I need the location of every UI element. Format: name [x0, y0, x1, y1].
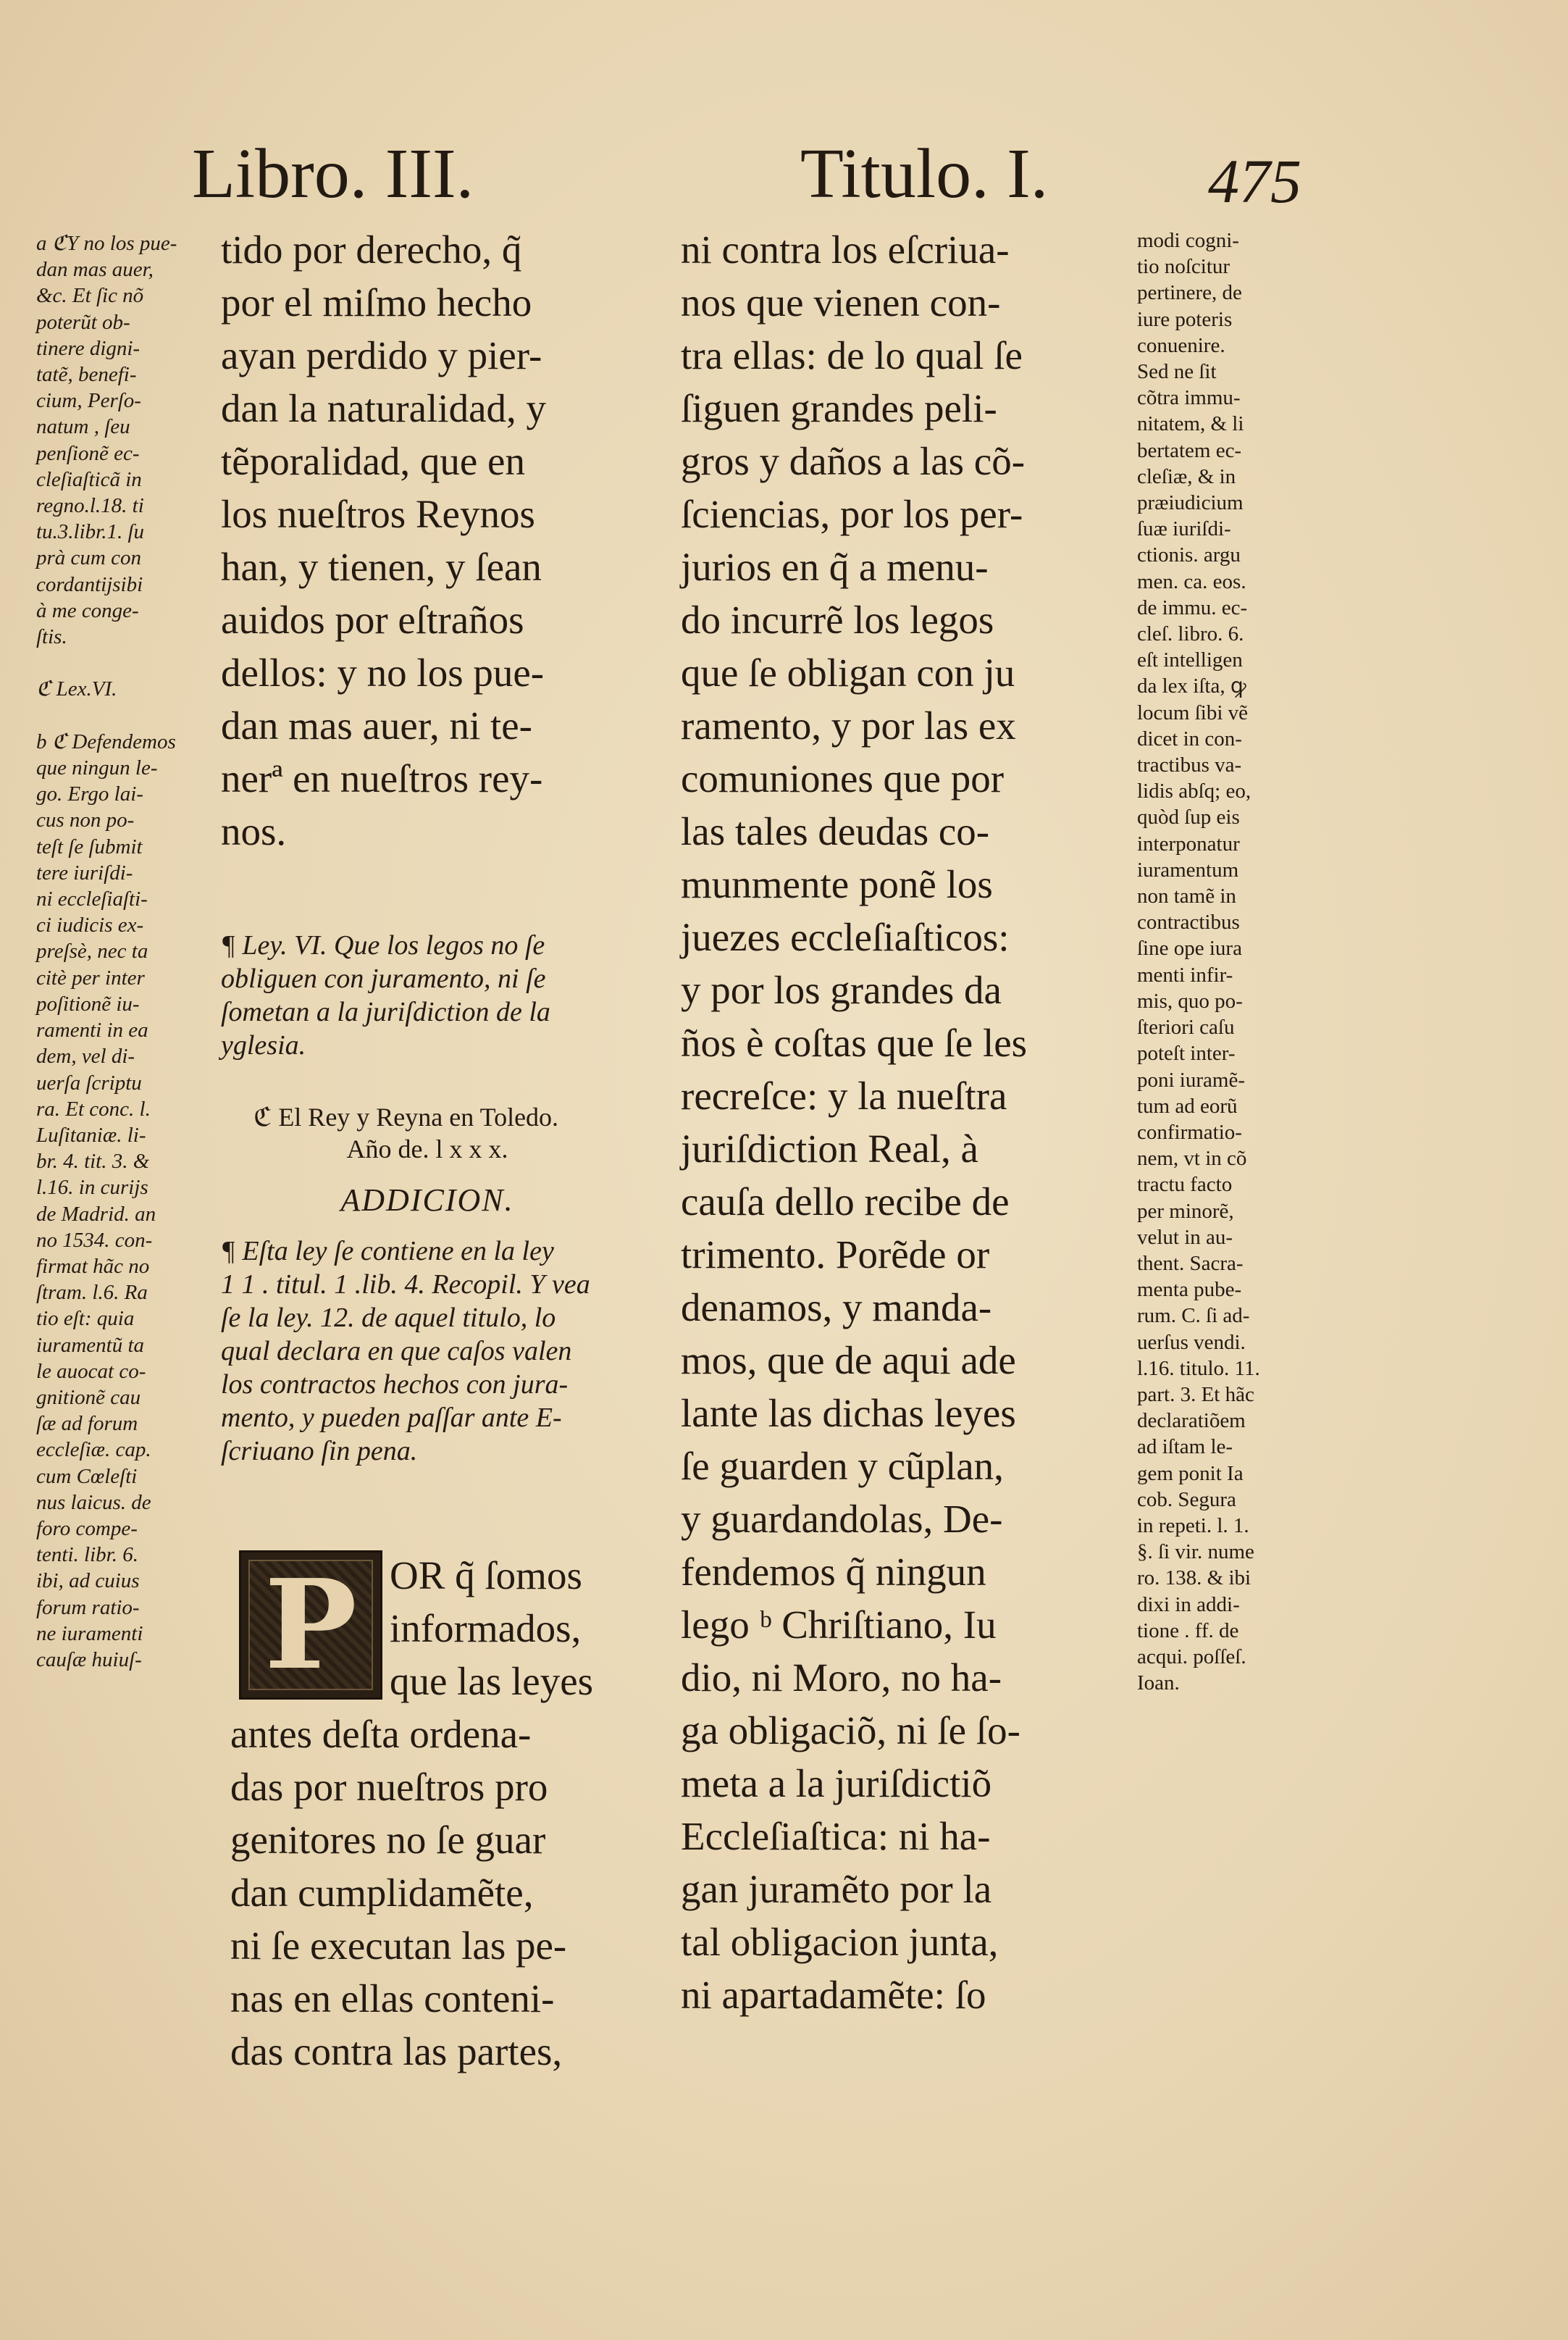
column-1-text — [221, 223, 634, 858]
left-margin-line: teſt ſe ſubmit — [36, 835, 143, 858]
left-margin-line: ni eccleſiaſti- — [36, 887, 148, 911]
right-margin-line: non tamẽ in — [1137, 885, 1236, 908]
left-margin-line: forum ratio- — [36, 1595, 140, 1619]
left-margin-notes — [36, 230, 217, 1673]
column-2-line: las tales deudas co- — [681, 809, 990, 853]
right-margin-line: poni iuramẽ- — [1137, 1068, 1245, 1092]
column-1-bottom-line: genitores no ſe guar — [230, 1818, 546, 1862]
right-margin-line: da lex iſta, ꝙ — [1137, 674, 1246, 698]
dropcap-adjacent-text — [390, 1549, 650, 1708]
left-margin-line: ℭ Lex.VI. — [36, 677, 117, 701]
right-margin-line: l.16. titulo. 11. — [1137, 1356, 1260, 1380]
right-margin-line: uerſus vendi. — [1137, 1330, 1246, 1354]
right-margin-line: ro. 138. & ibi — [1137, 1566, 1252, 1590]
running-head-title: Titulo. I. — [800, 135, 1049, 213]
column-2-line: jurios en q̃ a menu- — [681, 545, 989, 589]
column-2-line: gros y daños a las cõ- — [681, 439, 1026, 483]
left-margin-line — [36, 703, 217, 729]
right-margin-line: conuenire. — [1137, 333, 1225, 357]
column-2-line: dio, ni Moro, no ha- — [681, 1655, 1002, 1700]
addicion-line: qual declara en que caſos valen — [221, 1336, 572, 1366]
right-margin-line: lidis abſq; eo, — [1137, 780, 1252, 803]
right-margin-line: mis, quo po- — [1137, 989, 1243, 1013]
column-1-bottom-line: ni ſe executan las pe- — [230, 1923, 567, 1968]
right-margin-line: iure poteris — [1137, 307, 1233, 331]
column-2-line: tal obligacion junta, — [681, 1920, 999, 1964]
right-margin-line: ſuæ iuriſdi- — [1137, 517, 1231, 541]
left-margin-line: ibi, ad cuius — [36, 1569, 140, 1593]
column-1-line: dan la naturalidad, y — [221, 386, 546, 430]
left-margin-line: poterũt ob- — [36, 310, 130, 334]
left-margin-line: ſæ ad forum — [36, 1412, 138, 1436]
right-margin-line: cleſ. libro. 6. — [1137, 622, 1244, 646]
column-2-line: mos, que de aqui ade — [681, 1338, 1016, 1382]
column-1-line: han, y tienen, y ſean — [221, 545, 542, 589]
left-margin-line: preſsè, nec ta — [36, 940, 148, 964]
left-margin-line: cauſæ huiuſ- — [36, 1647, 142, 1671]
column-1-line: los nueſtros Reynos — [221, 492, 535, 536]
left-margin-line: ſtis. — [36, 625, 67, 649]
right-margin-line: locum ſibi vẽ — [1137, 701, 1249, 724]
right-margin-line: tractu facto — [1137, 1173, 1233, 1197]
right-margin-line: de immu. ec- — [1137, 596, 1248, 619]
year-line: Año de. l x x x. — [346, 1135, 508, 1163]
addicion-line: ¶ Eſta ley ſe contiene en la ley — [221, 1236, 554, 1266]
law-heading-line: ¶ Ley. VI. Que los legos no ſe — [221, 930, 545, 961]
column-2-line: y guardandolas, De- — [681, 1497, 1003, 1541]
column-2-line: do incurrẽ los legos — [681, 598, 994, 642]
left-margin-line: &c. Et ſic nõ — [36, 284, 144, 308]
right-margin-line: menta pube- — [1137, 1278, 1242, 1302]
left-margin-line: tinere digni- — [36, 336, 141, 360]
right-margin-line: interponatur — [1137, 832, 1240, 856]
column-2-line: ga obligaciõ, ni ſe ſo- — [681, 1708, 1020, 1752]
dropcap-line: OR q̃ ſomos — [390, 1553, 582, 1597]
left-margin-line: tio eſt: quia — [36, 1307, 135, 1331]
column-1-line: dan mas auer, ni te- — [221, 703, 532, 748]
right-margin-line: rum. C. ſi ad- — [1137, 1304, 1250, 1328]
right-margin-line: dicet in con- — [1137, 727, 1242, 751]
right-margin-line: ad iſtam le- — [1137, 1435, 1233, 1459]
left-margin-line: de Madrid. an — [36, 1202, 156, 1226]
column-2-line: ni contra los eſcriua- — [681, 227, 1010, 272]
column-2-line: ſciencias, por los per- — [681, 492, 1023, 536]
right-margin-line: part. 3. Et hãc — [1137, 1382, 1254, 1406]
column-2-text — [681, 223, 1115, 2021]
column-1-line: dellos: y no los pue- — [221, 651, 545, 695]
left-margin-line: ſtram. l.6. Ra — [36, 1281, 148, 1305]
column-1-line: nerª en nueſtros rey- — [221, 756, 543, 801]
right-margin-line: eſt intelligen — [1137, 648, 1243, 672]
left-margin-line: Luſitaniæ. li- — [36, 1123, 146, 1147]
left-margin-line: nus laicus. de — [36, 1490, 151, 1514]
left-margin-line: poſitionẽ iu- — [36, 992, 140, 1016]
left-margin-line: ci iudicis ex- — [36, 914, 144, 937]
left-margin-line: ra. Et conc. l. — [36, 1097, 151, 1121]
right-margin-line: confirmatio- — [1137, 1120, 1242, 1144]
left-margin-line: tenti. libr. 6. — [36, 1543, 138, 1567]
right-margin-line: §. ſi vir. nume — [1137, 1540, 1254, 1564]
right-margin-line: Sed ne ſit — [1137, 360, 1217, 384]
left-margin-line: cus non po- — [36, 808, 135, 832]
column-1-line: nos. — [221, 809, 287, 853]
right-margin-line: bertatem ec- — [1137, 438, 1242, 462]
left-margin-line: foro compe- — [36, 1516, 138, 1540]
right-margin-line: iuramentum — [1137, 858, 1239, 882]
running-head-book: Libro. III. — [192, 135, 474, 213]
right-margin-line: cleſiæ, & in — [1137, 464, 1236, 488]
column-2-line: munmente ponẽ los — [681, 862, 993, 906]
left-margin-line: tatẽ, benefi- — [36, 363, 137, 387]
left-margin-line: firmat hãc no — [36, 1254, 150, 1278]
right-margin-line: tractibus va- — [1137, 753, 1242, 777]
left-margin-line: gnitionẽ cau — [36, 1385, 141, 1409]
column-1-bottom-line: antes deſta ordena- — [230, 1712, 532, 1756]
right-margin-line: thent. Sacra- — [1137, 1251, 1244, 1275]
right-margin-line: tione . ff. de — [1137, 1618, 1239, 1642]
left-margin-line: regno.l.18. ti — [36, 494, 144, 518]
law-heading — [221, 929, 641, 1062]
addicion-line: ſe la ley. 12. de aquel titulo, lo — [221, 1303, 556, 1333]
left-margin-line: tere iuriſdi- — [36, 861, 133, 885]
royal-line: ℭ El Rey y Reyna en Toledo. — [253, 1103, 559, 1132]
right-margin-line: poteſt inter- — [1137, 1042, 1236, 1066]
law-heading-line: ſometan a la juriſdiction de la — [221, 997, 550, 1027]
left-margin-line: uerſa ſcriptu — [36, 1071, 142, 1095]
column-2-line: ramento, y por las ex — [681, 703, 1016, 748]
column-2-line: comuniones que por — [681, 756, 1005, 801]
right-margin-line: in repeti. l. 1. — [1137, 1513, 1249, 1537]
left-margin-line: br. 4. tit. 3. & — [36, 1150, 150, 1174]
drop-cap-letter: P — [264, 1553, 357, 1697]
column-1-bottom-line: dan cumplidamẽte, — [230, 1871, 534, 1915]
left-margin-line: l.16. in curijs — [36, 1176, 148, 1200]
right-margin-line: præiudicium — [1137, 491, 1244, 515]
right-margin-notes — [1137, 227, 1325, 1696]
right-margin-line: velut in au- — [1137, 1225, 1233, 1249]
column-2-line: gan juramẽto por la — [681, 1867, 992, 1911]
left-margin-line: citè per inter — [36, 966, 145, 990]
right-margin-line: gem ponit Ia — [1137, 1461, 1244, 1485]
right-margin-line: menti infir- — [1137, 963, 1233, 987]
right-margin-line: modi cogni- — [1137, 229, 1239, 252]
addicion-line: ſcriuano ſin pena. — [221, 1436, 418, 1466]
column-2-line: denamos, y manda- — [681, 1285, 992, 1329]
law-heading-line: yglesia. — [221, 1030, 306, 1061]
addicion-line: los contractos hechos con jura- — [221, 1369, 569, 1400]
right-margin-line: per minorẽ, — [1137, 1199, 1234, 1223]
right-margin-line: pertinere, de — [1137, 281, 1242, 305]
column-2-line: Eccleſiaſtica: ni ha- — [681, 1814, 991, 1858]
column-2-line: meta a la juriſdictiõ — [681, 1761, 992, 1805]
left-margin-line: dem, vel di- — [36, 1045, 135, 1069]
left-margin-line: iuramentũ ta — [36, 1333, 145, 1357]
column-2-line: trimento. Porẽde or — [681, 1232, 990, 1276]
column-2-line: lego ᵇ Chriſtiano, Iu — [681, 1603, 997, 1647]
left-margin-line: dan mas auer, — [36, 258, 154, 282]
drop-cap-ornament — [239, 1550, 382, 1700]
addicion-text — [221, 1234, 641, 1468]
right-margin-line: ſine ope iura — [1137, 937, 1242, 961]
left-margin-line: eccleſiæ. cap. — [36, 1438, 151, 1462]
right-margin-line: quòd ſup eis — [1137, 806, 1240, 830]
left-margin-line: cum Cœleſti — [36, 1464, 138, 1488]
right-margin-line: cob. Segura — [1137, 1487, 1236, 1511]
left-margin-line: cordantijsibi — [36, 572, 143, 596]
addicion-line: mento, y pueden paſſar ante E- — [221, 1403, 562, 1433]
column-1-bottom-text — [230, 1708, 650, 2078]
right-margin-line: acqui. poſſeſ. — [1137, 1645, 1246, 1668]
left-margin-line: no 1534. con- — [36, 1228, 153, 1252]
column-1-line: auidos por eſtraños — [221, 598, 524, 642]
column-1-line: ayan perdido y pier- — [221, 333, 542, 377]
column-2-line: recreſce: y la nueſtra — [681, 1074, 1007, 1118]
right-margin-line: ſteriori caſu — [1137, 1016, 1235, 1040]
right-margin-line: cõtra immu- — [1137, 386, 1241, 410]
addicion-title: ADDICION. — [340, 1182, 514, 1218]
column-2-line: ños è coſtas que ſe les — [681, 1021, 1028, 1065]
column-1-bottom-line: nas en ellas conteni- — [230, 1976, 555, 2021]
left-margin-line: à me conge- — [36, 598, 139, 622]
column-2-line: ni apartadamẽte: ſo — [681, 1973, 986, 2017]
column-2-line: lante las dichas leyes — [681, 1391, 1016, 1435]
left-margin-line: que ningun le- — [36, 756, 158, 780]
column-2-line: tra ellas: de lo qual ſe — [681, 333, 1023, 377]
left-margin-line: tu.3.libr.1. ſu — [36, 520, 145, 544]
column-1-line: tido por derecho, q̃ — [221, 227, 522, 272]
column-2-line: y por los grandes da — [681, 968, 1002, 1012]
column-2-line: que ſe obligan con ju — [681, 651, 1015, 695]
column-2-line: juezes eccleſiaſticos: — [681, 915, 1010, 959]
left-margin-line — [36, 650, 217, 676]
left-margin-line: go. Ergo lai- — [36, 782, 143, 806]
right-margin-line: tio noſcitur — [1137, 255, 1230, 279]
column-2-line: ſiguen grandes peli- — [681, 386, 997, 430]
left-margin-line: cium, Perſo- — [36, 389, 141, 413]
addicion-line: 1 1 . titul. 1 .lib. 4. Recopil. Y vea — [221, 1269, 590, 1300]
column-2-line: ſe guarden y cũplan, — [681, 1444, 1004, 1488]
right-margin-line: contractibus — [1137, 911, 1240, 935]
column-1-line: por el miſmo hecho — [221, 280, 532, 325]
right-margin-line: men. ca. eos. — [1137, 569, 1246, 593]
right-margin-line: tum ad eorũ — [1137, 1094, 1238, 1118]
left-margin-line: a ℭY no los pue- — [36, 232, 177, 255]
left-margin-line: ramenti in ea — [36, 1019, 148, 1042]
left-margin-line: le auocat co- — [36, 1359, 146, 1383]
page-number: 475 — [1208, 146, 1301, 216]
column-2-line: juriſdiction Real, à — [681, 1127, 978, 1171]
left-margin-line: natum , ſeu — [36, 415, 130, 439]
column-2-line: nos que vienen con- — [681, 280, 1001, 325]
column-2-line: cauſa dello recibe de — [681, 1179, 1010, 1224]
right-margin-line: nitatem, & li — [1137, 412, 1244, 436]
left-margin-line: ne iuramenti — [36, 1621, 143, 1645]
right-margin-line: ctionis. argu — [1137, 543, 1241, 567]
column-1-line: tẽporalidad, que en — [221, 439, 525, 483]
column-2-line: fendemos q̃ ningun — [681, 1550, 986, 1594]
right-margin-line: declaratiõem — [1137, 1409, 1246, 1433]
left-margin-line: penſionẽ ec- — [36, 441, 140, 465]
law-heading-line: obliguen con juramento, ni ſe — [221, 964, 546, 994]
right-margin-line: dixi in addi- — [1137, 1592, 1240, 1616]
column-1-bottom-line: das por nueſtros pro — [230, 1765, 548, 1809]
left-margin-line: b ℭ Defendemos — [36, 730, 176, 753]
right-margin-line: Ioan. — [1137, 1671, 1180, 1695]
left-margin-line: cleſiaſticã in — [36, 467, 142, 491]
dropcap-line: informados, — [390, 1606, 582, 1650]
dropcap-line: que las leyes — [390, 1659, 594, 1703]
column-1-bottom-line: das contra las partes, — [230, 2029, 563, 2073]
left-margin-line: prà cum con — [36, 546, 141, 570]
right-margin-line: nem, vt in cõ — [1137, 1147, 1247, 1171]
